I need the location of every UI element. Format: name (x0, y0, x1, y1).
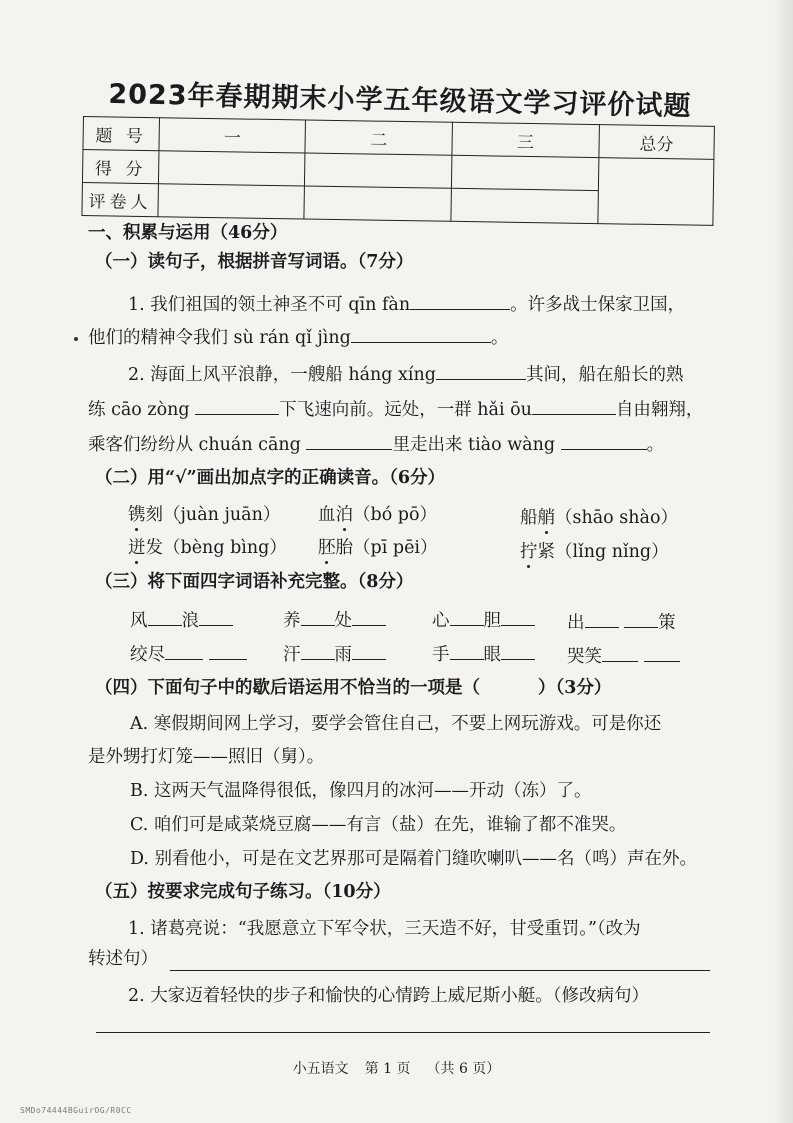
q2-item-6[interactable]: 拧紧（lǐng nǐng） (520, 542, 669, 562)
q1-s2-text-h: 。 (646, 435, 665, 455)
q1-sentence2-line3 (88, 431, 664, 457)
score-table (81, 116, 714, 226)
q4-heading: （四）下面句子中的歇后语运用不恰当的一项是（ ）（3分） (95, 678, 612, 698)
idiom-3: 心 胆 (432, 607, 535, 633)
idiom-1-blank-1[interactable] (148, 607, 182, 626)
blank-tiao-wang[interactable] (561, 431, 647, 450)
score-cell-2[interactable] (305, 153, 452, 188)
q1-s1-text-c: 他们的精神令我们 sù rán qǐ jìng (88, 328, 351, 348)
idiom-2: 养 处 (283, 607, 386, 633)
idiom-8: 哭笑 (567, 643, 680, 669)
idiom-4: 出 策 (567, 609, 676, 635)
idiom-8-blank-1[interactable] (602, 643, 638, 662)
q4-option-d: D. 别看他小，可是在文艺界那可是隔着门缝吹喇叭——名（鸣）声在外。 (130, 849, 698, 869)
page-footer (0, 1058, 793, 1078)
q2-item-3[interactable]: 船艄（shāo shào） (520, 508, 679, 528)
footer-total-pages: （共 6 页） (426, 1061, 501, 1077)
q1-s1-text-b: 。许多战士保家卫国， (510, 295, 686, 315)
q2-item-2[interactable]: 血泊（bó pō） (318, 505, 438, 525)
idiom-5-blank-1[interactable] (165, 641, 203, 660)
idiom-2-blank-2[interactable] (352, 607, 386, 626)
row-label-grader: 评卷人 (82, 182, 158, 216)
idiom-1: 风 浪 (130, 607, 233, 633)
q2-heading: （二）用“√”画出加点字的正确读音。（6分） (95, 468, 446, 488)
q1-sentence1-line2 (88, 324, 508, 350)
q1-s2-text-e: 自由翱翔， (615, 400, 704, 420)
idiom-5-blank-2[interactable] (209, 641, 247, 660)
q1-s2-text-c: 练 cāo zòng (88, 400, 190, 420)
q4-option-b: B. 这两天气温降得很低，像四月的冰河——开动（冻）了。 (130, 781, 592, 801)
exam-title: 2023年春期期末小学五年级语文学习评价试题 (108, 78, 692, 123)
idiom-3-blank-1[interactable] (450, 607, 484, 626)
score-cell-3[interactable] (451, 155, 598, 190)
q5-sentence1-line1: 1. 诸葛亮说：“我愿意立下军令状，三天造不好，甘受重罚。”（改为 (128, 919, 641, 939)
idiom-5: 绞尽 (130, 641, 247, 667)
q1-sentence2-line1 (128, 361, 684, 387)
section-3-header: 三 (452, 122, 599, 157)
q1-heading: （一）读句子，根据拼音写词语。（7分） (95, 252, 414, 272)
q4-option-c: C. 咱们可是咸菜烧豆腐——有言（盐）在先，谁输了都不准哭。 (130, 815, 627, 835)
grader-cell-2[interactable] (304, 186, 451, 221)
scan-edge-shadow (773, 0, 793, 1123)
q1-s1-text-a: 1. 我们祖国的领土神圣不可 qīn fàn (128, 295, 411, 315)
idiom-1-blank-2[interactable] (199, 607, 233, 626)
q5-sentence2: 2. 大家迈着轻快的步子和愉快的心情跨上威尼斯小艇。（修改病句） (128, 986, 650, 1006)
idiom-6: 汗 雨 (283, 641, 386, 667)
footer-page-number: 第 1 页 (364, 1061, 411, 1077)
blank-su-ran-qi-jing[interactable] (351, 324, 491, 343)
q1-s2-text-f: 乘客们纷纷从 chuán cāng (88, 435, 301, 455)
score-cell-1[interactable] (158, 151, 305, 186)
q5-answer-line-2[interactable] (96, 1032, 710, 1033)
section-1-header: 一 (159, 118, 306, 153)
q1-s1-text-d: 。 (490, 328, 509, 348)
q5-sentence1-line2: 转述句） (88, 949, 158, 969)
blank-hai-ou[interactable] (532, 396, 616, 415)
section-2-header: 二 (305, 120, 452, 155)
idiom-6-blank-2[interactable] (352, 641, 386, 660)
q1-s2-text-b: 其间，船在船长的熟 (526, 365, 684, 385)
q5-answer-line-1[interactable] (170, 970, 710, 971)
blank-chuan-cang[interactable] (306, 431, 392, 450)
idiom-4-blank-2[interactable] (624, 609, 658, 628)
q5-heading: （五）按要求完成句子练习。（10分） (95, 882, 391, 902)
q1-s2-text-g: 里走出来 tiào wàng (392, 435, 556, 455)
idiom-7-blank-1[interactable] (450, 641, 484, 660)
idiom-8-blank-2[interactable] (644, 643, 680, 662)
grader-cell-3[interactable] (451, 188, 598, 223)
part1-heading: 一、积累与运用（46分） (88, 223, 288, 243)
q4-option-a-line2: 是外甥打灯笼——照旧（舅）。 (88, 747, 325, 767)
row-label-score: 得 分 (82, 150, 158, 184)
idiom-7: 手 眼 (432, 641, 535, 667)
scan-watermark: SMDo74444BGuirOG/R0CC (20, 1106, 132, 1115)
blank-qin-fan[interactable] (410, 291, 510, 310)
blank-hang-xing[interactable] (436, 361, 526, 380)
idiom-2-blank-1[interactable] (301, 607, 335, 626)
q3-heading: （三）将下面四字词语补充完整。（8分） (95, 572, 414, 592)
q4-option-a-line1: A. 寒假期间网上学习，要学会管住自己，不要上网玩游戏。可是你还 (130, 714, 662, 734)
q2-item-1[interactable]: 镌刻（juàn juān） (128, 505, 281, 525)
q1-s2-text-d: 下飞速向前。远处，一群 hǎi ōu (279, 400, 532, 420)
idiom-7-blank-2[interactable] (501, 641, 535, 660)
total-header: 总分 (598, 125, 714, 160)
q2-item-5[interactable]: 胚胎（pī pēi） (318, 538, 438, 558)
q1-sentence1-line1 (128, 291, 685, 317)
q1-s2-text-a: 2. 海面上风平浪静，一艘船 háng xíng (128, 365, 437, 385)
total-score-cell[interactable] (597, 158, 713, 226)
q1-sentence2-line2 (88, 396, 703, 422)
q2-item-4[interactable]: 迸发（bèng bìng） (128, 538, 287, 558)
idiom-3-blank-2[interactable] (501, 607, 535, 626)
grader-cell-1[interactable] (158, 184, 305, 219)
idiom-6-blank-1[interactable] (301, 641, 335, 660)
idiom-4-blank-1[interactable] (585, 609, 619, 628)
blank-cao-zong[interactable] (195, 396, 279, 415)
row-label-number: 题 号 (83, 117, 159, 151)
stray-mark (74, 337, 78, 341)
footer-subject: 小五语文 (292, 1061, 349, 1077)
